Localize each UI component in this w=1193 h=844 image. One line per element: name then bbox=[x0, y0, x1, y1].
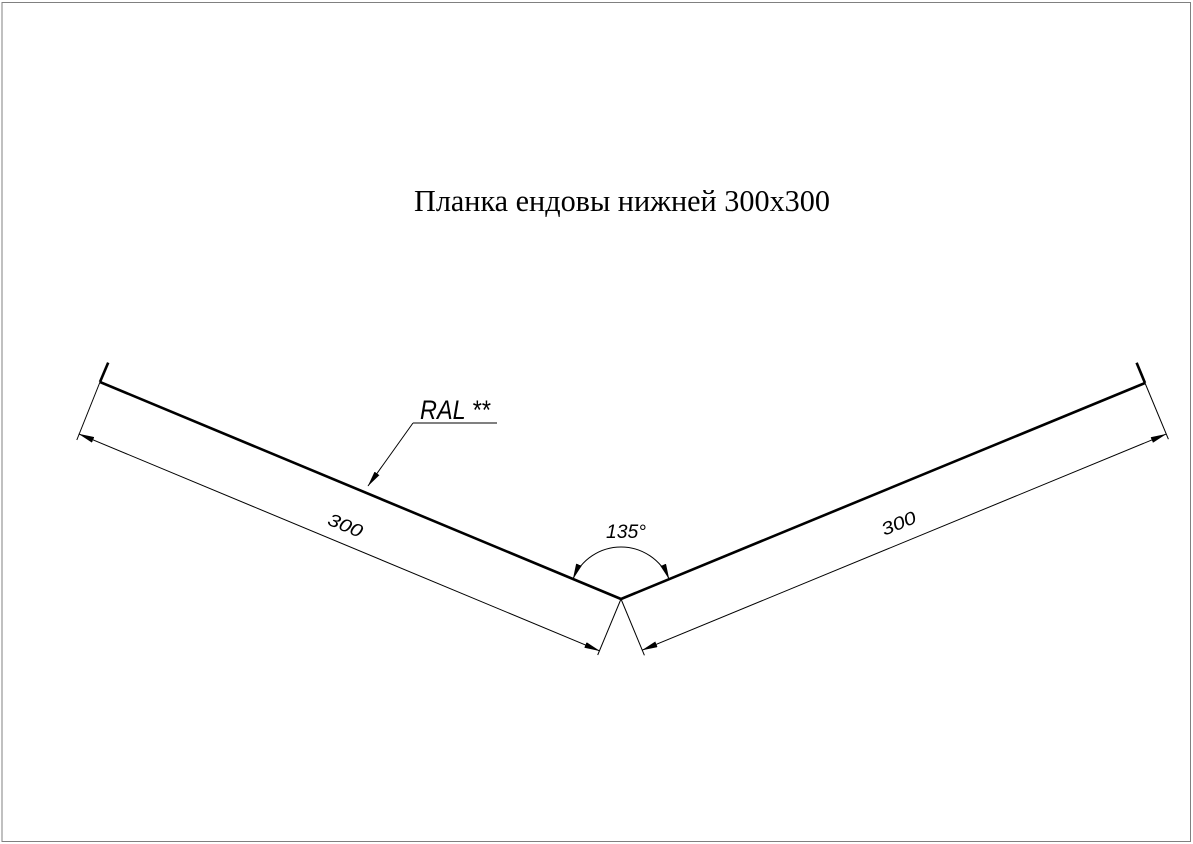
page-border bbox=[2, 3, 1191, 842]
right-edge-tick bbox=[1137, 363, 1145, 383]
extension-line-right-outer bbox=[1145, 383, 1168, 439]
dim-label-left: 300 bbox=[324, 509, 361, 540]
extension-line-left-outer bbox=[77, 382, 100, 440]
dim-label-right: 300 bbox=[878, 509, 914, 540]
left-flange-line bbox=[100, 382, 621, 599]
angle-arc bbox=[573, 547, 669, 579]
right-flange-line bbox=[621, 383, 1145, 599]
dimension-line-left bbox=[79, 434, 600, 651]
left-edge-tick bbox=[100, 363, 108, 382]
ral-label: RAL ** bbox=[420, 395, 492, 425]
leader-line bbox=[368, 423, 413, 486]
drawing-title: Планка ендовы нижней 300х300 bbox=[414, 183, 830, 218]
extension-line-vertex-right bbox=[621, 599, 644, 655]
dimension-line-right bbox=[642, 434, 1166, 650]
extension-line-vertex-left bbox=[598, 599, 621, 655]
angle-label: 135° bbox=[606, 522, 647, 543]
